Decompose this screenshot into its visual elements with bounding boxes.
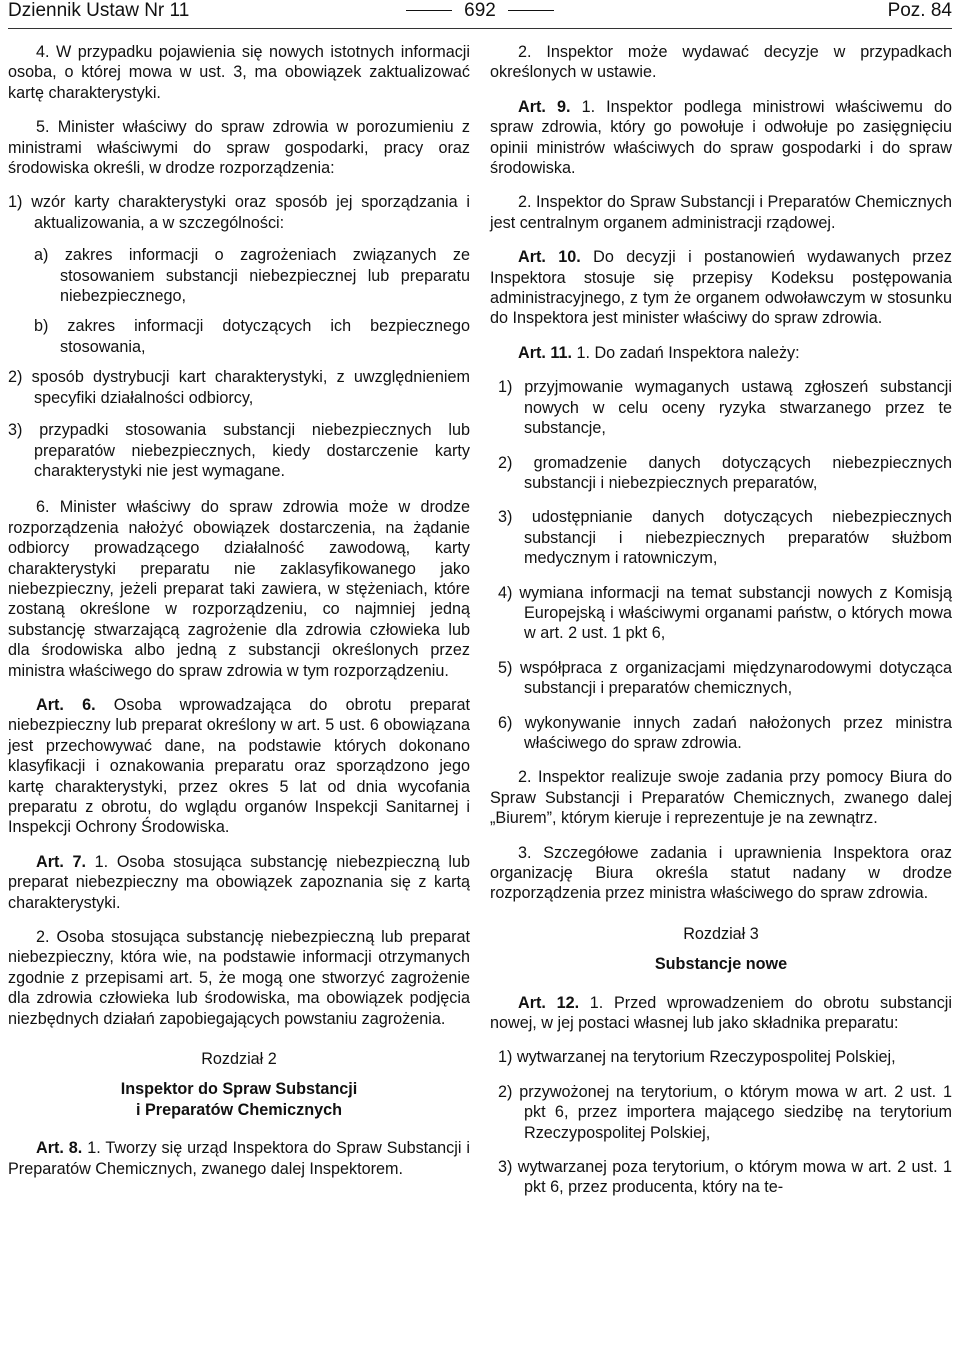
chapter-2-title — [8, 1079, 470, 1120]
chapter-2-label: Rozdział 2 — [201, 1050, 277, 1069]
article-7-text: 1. Osoba stosująca substancję niebezpieczną lub preparat niebezpieczny ma obowiązek zapoznania się z kartą charakterystyki. — [8, 852, 470, 912]
article-12 — [490, 993, 952, 1034]
task-item-3: 3) udostępnianie danych dotyczących niebezpiecznych substancji i niebezpiecznych preparatów służbom medycznym i ratowniczym, — [498, 508, 952, 568]
task-item-6: 6) wykonywanie innych zadań nałożonych przez ministra właściwego do spraw zdrowia. — [498, 713, 952, 752]
article-6 — [8, 695, 470, 838]
article-8-para-2: 2. Inspektor może wydawać decyzje w przypadkach określonych w ustawie. — [490, 43, 952, 82]
paragraph-6: 6. Minister właściwy do spraw zdrowia może w drodze rozporządzenia nałożyć obowiązek dostarczenia, na żądanie odbiorcy prowadzącego działalność zawodową, karty charakterystyki preparatu nie zaklasyfikowanego jako niebezpieczny, jeżeli preparat taki zawiera, w stężeniach, które zostaną określone w rozporządzeniu, co najmniej jedną substancję stwarzającą zagrożenie dla zdrowia człowieka lub dla środowiska albo jedną z substancji określonych przez ministra właściwego do spraw zdrowia w tym rozporządzeniu. — [8, 498, 470, 680]
header-rule — [8, 28, 952, 29]
article-11-para-2: 2. Inspektor realizuje swoje zadania przy pomocy Biura do Spraw Substancji i Preparatów Chemicznych, zwanego dalej „Biurem”, którym kieruje i reprezentuje je na zewnątrz. — [490, 768, 952, 828]
article-12-text: 1. Przed wprowadzeniem do obrotu substancji nowej, w jej postaci własnej lub jako składnika preparatu: — [490, 993, 952, 1033]
article-6-label: Art. 6. — [36, 695, 96, 714]
article-11-label: Art. 11. — [518, 343, 572, 362]
list-item-3: 3) przypadki stosowania substancji niebezpiecznych lub preparatów niebezpiecznych, kiedy dostarczenie karty charakterystyki nie jest wymagane. — [8, 421, 470, 480]
article-7 — [8, 852, 470, 913]
article-11-para-3: 3. Szczegółowe zadania i uprawnienia Inspektora oraz organizację Biura określa statut nadany w drodze rozporządzenia przez ministra właściwego do spraw zdrowia. — [490, 843, 952, 903]
dash-right — [508, 10, 554, 11]
article-8 — [8, 1138, 470, 1179]
task-item-5: 5) współpraca z organizacjami międzynarodowymi dotycząca substancji i preparatów chemicznych, — [498, 658, 952, 698]
article-10-text: Do decyzji i postanowień wydawanych przez Inspektora stosuje się przepisy Kodeksu postępowania administracyjnego, z tym że organem odwoławczym w stosunku do Inspektora jest minister właściwy do spraw zdrowia. — [490, 248, 952, 328]
substance-item-3: 3) wytwarzanej poza terytorium, o którym mowa w art. 2 ust. 1 pkt 6, przez producenta, który na te- — [498, 1158, 952, 1197]
task-item-1: 1) przyjmowanie wymaganych ustawą zgłoszeń substancji nowych w celu oceny ryzyka stwarzanego przez te substancje, — [498, 378, 952, 438]
chapter-2-title-line-2: i Preparatów Chemicznych — [135, 1100, 342, 1119]
left-column — [8, 42, 470, 1193]
position-number: Poz. 84 — [887, 0, 952, 21]
article-6-text: Osoba wprowadzająca do obrotu preparat niebezpieczny lub preparat określony w art. 5 ust. 6 obowiązana jest przechowywać dane, na podstawie których dokonano klasyfikacji i oznakowania preparatu oraz sporządzono jego kartę charakterystyki, przez okres 5 lat od dnia wycofania preparatu z obrotu, do wglądu organów Inspekcji Sanitarnej i Inspekcji Ochrony Środowiska. — [8, 695, 470, 837]
substance-item-2: 2) przywożonej na terytorium, o którym mowa w art. 2 ust. 1 pkt 6, przez importera mającego siedzibę na terytorium Rzeczypospolitej Polskiej, — [498, 1082, 952, 1142]
article-11-text: 1. Do zadań Inspektora należy: — [571, 343, 800, 362]
paragraph-5: 5. Minister właściwy do spraw zdrowia w porozumieniu z ministrami właściwymi do spraw gospodarki, pracy oraz środowiska określi, w drodze rozporządzenia: — [8, 118, 470, 178]
list-item-1a: a) zakres informacji o zagrożeniach związanych ze stosowaniem substancji niebezpiecznej lub preparatu niebezpiecznego, — [34, 246, 470, 306]
article-9-para-2: 2. Inspektor do Spraw Substancji i Preparatów Chemicznych jest centralnym organem administracji rządowej. — [490, 193, 952, 232]
right-column — [490, 42, 952, 1212]
task-item-4: 4) wymiana informacji na temat substancji nowych z Komisją Europejską i właściwymi organami państw, o których mowa w art. 2 ust. 1 pkt 6, — [498, 583, 952, 643]
chapter-3-label: Rozdział 3 — [683, 924, 759, 943]
article-8-text: 1. Tworzy się urząd Inspektora do Spraw Substancji i Preparatów Chemicznych, zwanego dalej Inspektorem. — [8, 1139, 470, 1178]
list-item-2: 2) sposób dystrybucji kart charakterystyki, z uwzględnieniem specyfiki działalności odbiorcy, — [8, 368, 470, 407]
page-header — [8, 0, 952, 28]
chapter-3-title: Substancje nowe — [654, 955, 788, 974]
page-number-block — [8, 0, 952, 22]
paragraph-4: 4. W przypadku pojawienia się nowych istotnych informacji osoba, o której mowa w ust. 3, ma obowiązek zaktualizować kartę charakterystyki. — [8, 43, 470, 102]
article-7-para-2: 2. Osoba stosująca substancję niebezpieczną lub preparat niebezpieczny, która wie, na podstawie informacji otrzymanych zgodnie z przepisami art. 5, że mogą one stworzyć zagrożenie dla zdrowia człowieka lub środowiska, ma obowiązek podjęcia niezbędnych działań zapobiegających powstaniu zagrożenia. — [8, 928, 470, 1028]
chapter-2-title-line-1: Inspektor do Spraw Substancji — [120, 1080, 358, 1099]
article-9 — [490, 97, 952, 179]
task-item-2: 2) gromadzenie danych dotyczących niebezpiecznych substancji i niebezpiecznych preparatów, — [498, 453, 952, 492]
dash-left — [406, 10, 452, 11]
article-11 — [490, 343, 952, 363]
article-8-label: Art. 8. — [36, 1139, 83, 1158]
substance-item-1: 1) wytwarzanej na terytorium Rzeczypospolitej Polskiej, — [498, 1048, 896, 1067]
page-number: 692 — [464, 0, 496, 21]
article-12-label: Art. 12. — [518, 993, 580, 1012]
article-10-label: Art. 10. — [518, 248, 581, 267]
article-7-label: Art. 7. — [36, 852, 87, 871]
journal-title: Dziennik Ustaw Nr 11 — [8, 0, 190, 21]
article-10 — [490, 247, 952, 329]
list-item-1: 1) wzór karty charakterystyki oraz sposób jej sporządzania i aktualizowania, a w szczególności: — [8, 193, 470, 232]
list-item-1b: b) zakres informacji dotyczących ich bezpiecznego stosowania, — [34, 317, 470, 356]
article-9-label: Art. 9. — [518, 97, 571, 116]
article-9-text: 1. Inspektor podlega ministrowi właściwemu do spraw zdrowia, który go powołuje i odwołuje po zasięgnięciu opinii ministrów właściwych do spraw gospodarki i do spraw środowiska. — [490, 97, 952, 178]
